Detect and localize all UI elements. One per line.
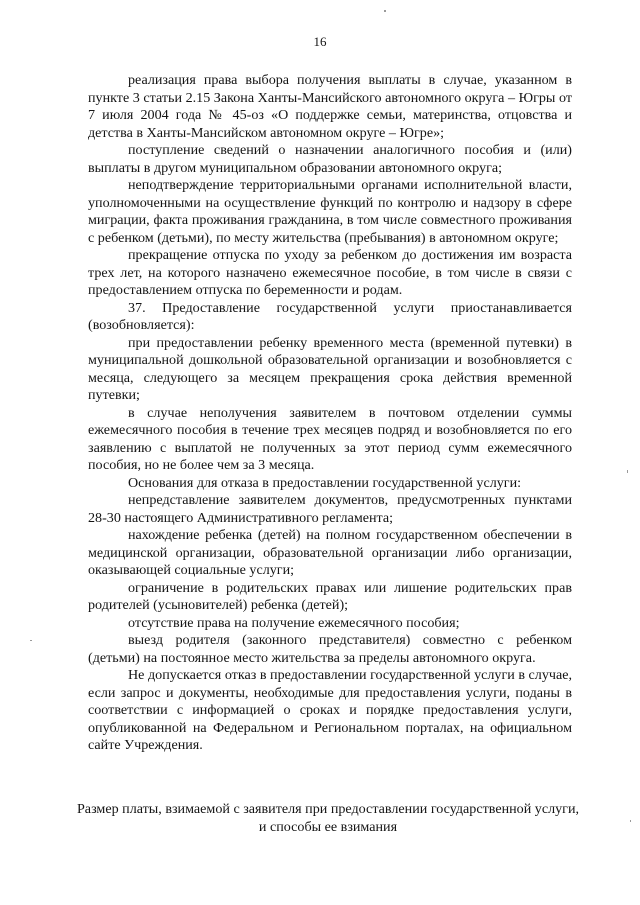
paragraph: при предоставлении ребенку временного места (временной путевки) в муниципальной дошкольной образовательной организации и возобновляется с месяца, следующего за месяцем прекращения срока действия временной путевки; — [88, 334, 572, 403]
document-body — [88, 72, 572, 755]
paragraph: Основания для отказа в предоставлении государственной услуги: — [128, 474, 522, 491]
paragraph-clause-37: 37. Предоставление государственной услуги приостанавливается (возобновляется): — [88, 299, 572, 333]
paragraph: в случае неполучения заявителем в почтовом отделении суммы ежемесячного пособия в течение трех месяцев подряд и возобновляется по его заявлению с выплатой не полученных за этот период сумм ежемесячного пособия, но не более чем за 3 месяца. — [88, 404, 572, 473]
paragraph: нахождение ребенка (детей) на полном государственном обеспечении в медицинской организации, образовательной организации либо организации, оказывающей социальные услуги; — [88, 527, 572, 578]
paragraph: поступление сведений о назначении аналогичного пособия и (или) выплаты в другом муниципальном образовании автономного округа; — [88, 142, 572, 176]
scan-speck — [627, 470, 628, 473]
scan-speck — [630, 820, 631, 822]
paragraph: отсутствие права на получение ежемесячного пособия; — [128, 614, 460, 631]
paragraph: выезд родителя (законного представителя) совместно с ребенком (детьми) на постоянное место жительства за пределы автономного округа. — [88, 632, 572, 666]
scan-speck — [30, 640, 32, 641]
paragraph: ограничение в родительских правах или лишение родительских прав родителей (усыновителей) ребенка (детей); — [88, 579, 572, 613]
paragraph: непредставление заявителем документов, предусмотренных пунктами 28-30 настоящего Административного регламента; — [88, 492, 572, 526]
page-number: 16 — [313, 34, 327, 49]
section-heading: Размер платы, взимаемой с заявителя при предоставлении государственной услуги, и способы ее взимания — [76, 801, 580, 835]
paragraph: прекращение отпуска по уходу за ребенком до достижения им возраста трех лет, на которого назначено ежемесячное пособие, в том числе в связи с предоставлением отпуска по беременности и родам. — [88, 247, 572, 298]
scan-speck — [384, 10, 386, 12]
paragraph: Не допускается отказ в предоставлении государственной услуги в случае, если запрос и документы, необходимые для предоставления услуги, поданы в соответствии с информацией о сроках и порядке предоставления услуги, опубликованной на Федеральном и Региональном порталах, на официальном сайте Учреждения. — [88, 667, 572, 753]
paragraph: неподтверждение территориальными органами исполнительной власти, уполномоченными на осуществление функций по контролю и надзору в сфере миграции, факта проживания гражданина, в том числе совместного проживания с ребенком (детьми), по месту жительства (пребывания) в автономном округе; — [88, 177, 572, 246]
paragraph: реализация права выбора получения выплаты в случае, указанном в пункте 3 статьи 2.15 Закона Ханты-Мансийского автономного округа – Югры от 7 июля 2004 года № 45-оз «О поддержке семьи, материнства, отцовства и детства в Ханты-Мансийском автономном округе – Югре»; — [88, 72, 572, 141]
